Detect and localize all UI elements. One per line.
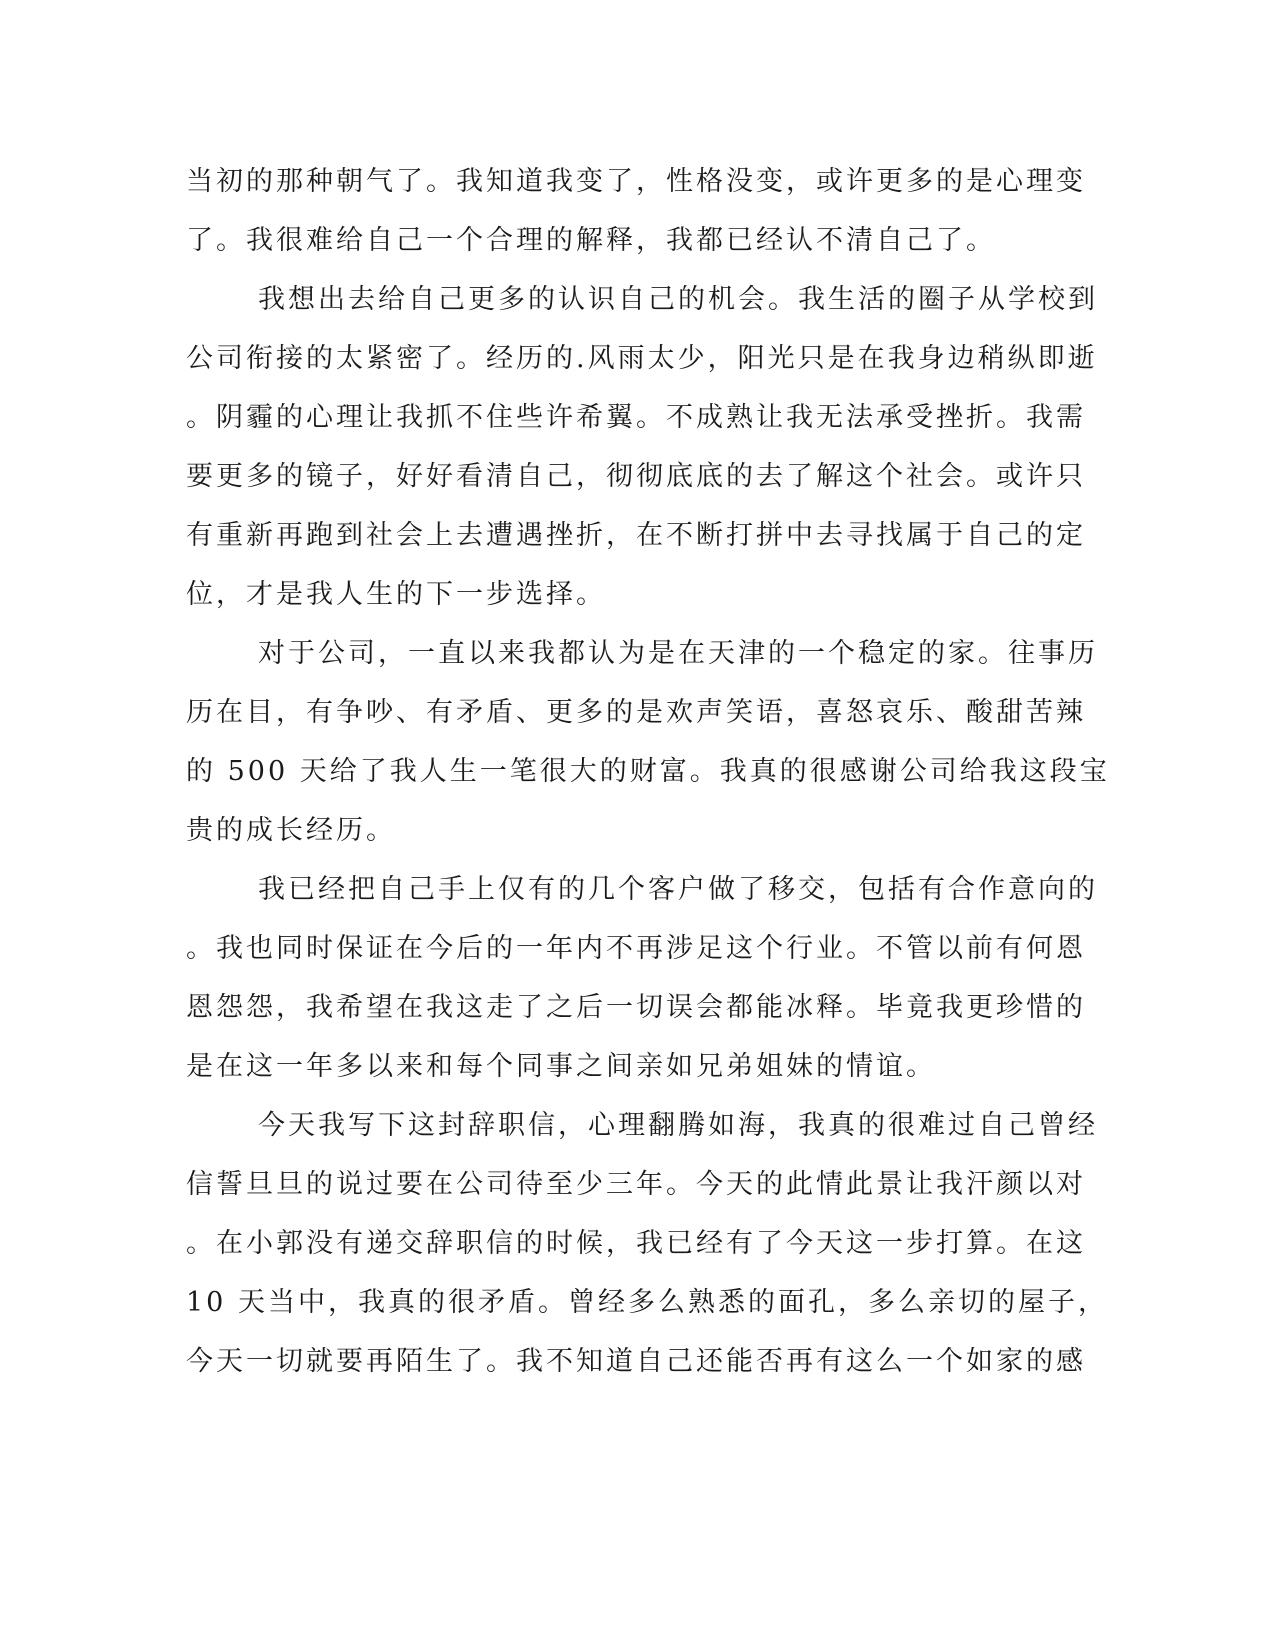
text-line: 。我也同时保证在今后的一年内不再涉足这个行业。不管以前有何恩	[186, 933, 1086, 964]
text-line: 有重新再跑到社会上去遭遇挫折，在不断打拼中去寻找属于自己的定	[186, 520, 1086, 551]
text-line: 要更多的镜子，好好看清自己，彻彻底底的去了解这个社会。或许只	[186, 461, 1086, 492]
paragraph-first-line: 今天我写下这封辞职信，心理翻腾如海，我真的很难过自己曾经	[258, 1110, 1098, 1141]
text-line: 恩怨怨，我希望在我这走了之后一切误会都能冰释。毕竟我更珍惜的	[186, 992, 1086, 1023]
text-line: 公司衔接的太紧密了。经历的.风雨太少，阳光只是在我身边稍纵即逝	[186, 343, 1098, 374]
paragraph-first-line: 我已经把自己手上仅有的几个客户做了移交，包括有合作意向的	[258, 874, 1098, 905]
text-line: 的 500 天给了我人生一笔很大的财富。我真的很感谢公司给我这段宝	[186, 756, 1110, 787]
text-line: 。在小郭没有递交辞职信的时候，我已经有了今天这一步打算。在这	[186, 1228, 1086, 1259]
text-line: 信誓旦旦的说过要在公司待至少三年。今天的此情此景让我汗颜以对	[186, 1169, 1086, 1200]
paragraph-first-line: 对于公司，一直以来我都认为是在天津的一个稳定的家。往事历	[258, 638, 1098, 669]
text-line: 10 天当中，我真的很矛盾。曾经多么熟悉的面孔，多么亲切的屋子，	[186, 1287, 1108, 1318]
text-line: 历在目，有争吵、有矛盾、更多的是欢声笑语，喜怒哀乐、酸甜苦辣	[186, 697, 1086, 728]
text-line: 贵的成长经历。	[186, 815, 396, 846]
text-line: 。阴霾的心理让我抓不住些许希翼。不成熟让我无法承受挫折。我需	[186, 402, 1086, 433]
text-line: 位，才是我人生的下一步选择。	[186, 579, 606, 610]
text-line: 了。我很难给自己一个合理的解释，我都已经认不清自己了。	[186, 225, 996, 256]
text-line: 是在这一年多以来和每个同事之间亲如兄弟姐妹的情谊。	[186, 1051, 936, 1082]
text-line: 当初的那种朝气了。我知道我变了，性格没变，或许更多的是心理变	[186, 166, 1086, 197]
paragraph-first-line: 我想出去给自己更多的认识自己的机会。我生活的圈子从学校到	[258, 284, 1098, 315]
text-line: 今天一切就要再陌生了。我不知道自己还能否再有这么一个如家的感	[186, 1346, 1086, 1377]
